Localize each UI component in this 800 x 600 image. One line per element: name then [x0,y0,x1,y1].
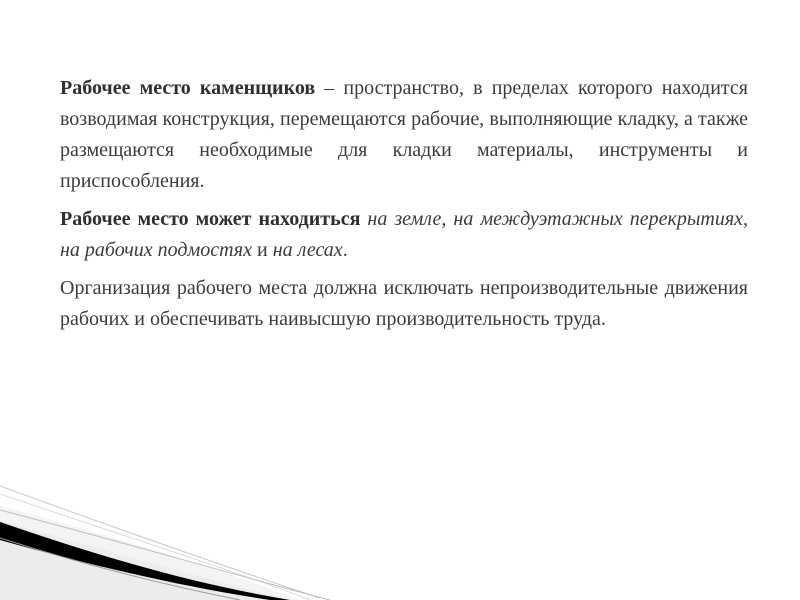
paragraph-organization: Организация рабочего места должна исключать непроизводительные движения рабочих и обеспечивать наивысшую производительность труда. [60,277,748,330]
location-floors: на междуэтажных перекрытиях [453,208,744,230]
location-separator: , [743,208,749,230]
location-scaffolding: на лесах [272,239,343,261]
location-platforms: на рабочих подмостях [60,239,252,261]
corner-swoosh-decoration [0,480,800,600]
location-separator: , [441,208,454,230]
term-masons-workplace: Рабочее место каменщиков [60,77,316,99]
paragraph-definition [60,73,748,197]
slide-body [60,73,748,342]
paragraph-locations [60,204,748,266]
location-end: . [342,239,348,261]
location-conjunction: и [251,239,273,261]
location-ground: на земле [367,208,442,230]
definition-text: – пространство, в пределах которого находится возводимая конструкция, перемещаются рабочие, выполняющие кладку, а также размещаются необходимые для кладки материалы, инструменты и приспособления. [60,77,748,192]
locations-lead: Рабочее место может находиться [60,208,361,230]
